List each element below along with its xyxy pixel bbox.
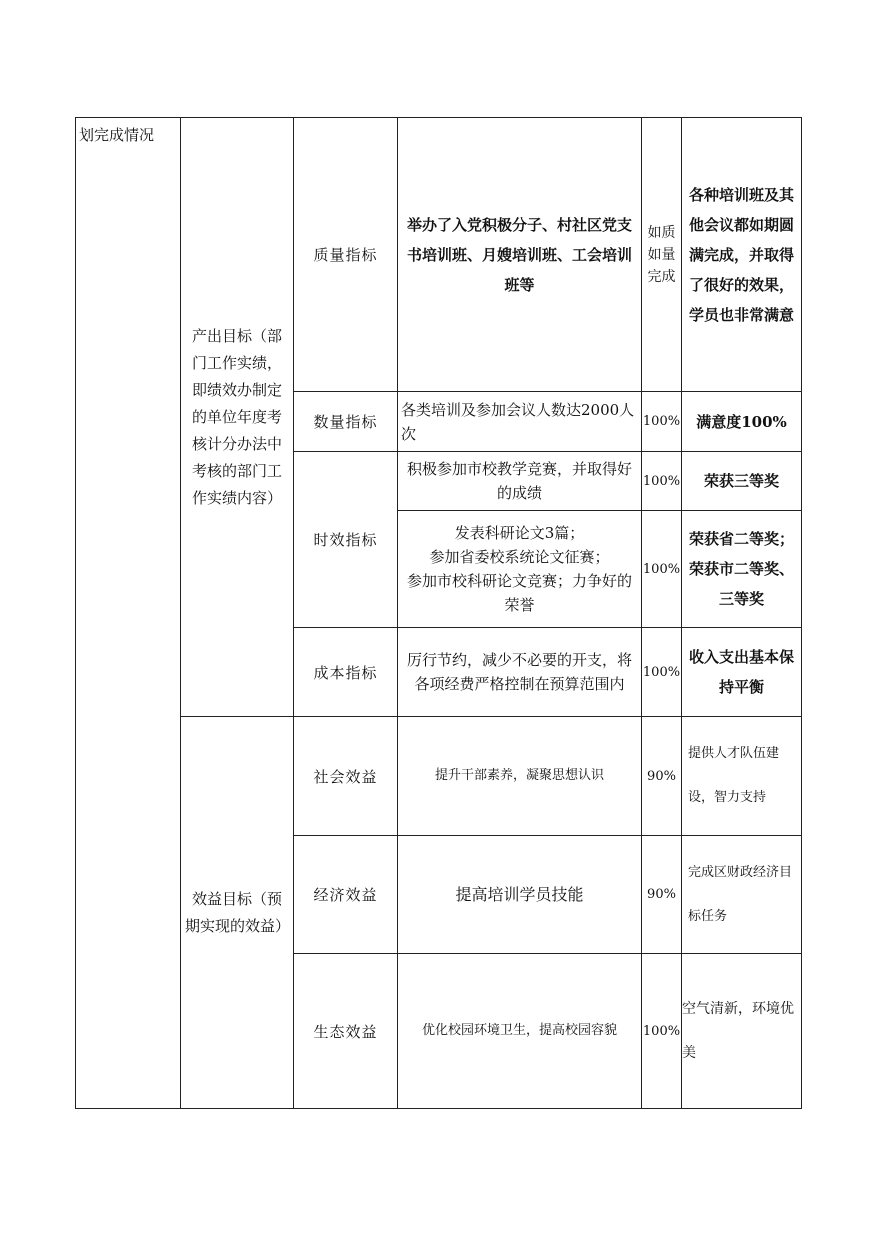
score-cost: 100% bbox=[642, 628, 682, 717]
score-social: 90% bbox=[642, 717, 682, 836]
indicator-quality: 质量指标 bbox=[294, 118, 398, 392]
table-row bbox=[76, 717, 802, 836]
table-row bbox=[76, 118, 802, 392]
result-timeliness-1: 荣获三等奖 bbox=[682, 452, 802, 511]
score-quality: 如质如量完成 bbox=[642, 118, 682, 392]
header-label-cell bbox=[76, 118, 181, 1109]
result-quantity: 满意度100% bbox=[682, 392, 802, 452]
content-cost: 厉行节约，减少不必要的开支，将各项经费严格控制在预算范围内 bbox=[398, 628, 642, 717]
score-ecological: 100% bbox=[642, 954, 682, 1109]
indicator-ecological: 生态效益 bbox=[294, 954, 398, 1109]
performance-table bbox=[75, 117, 802, 1109]
result-line: 荣获省二等奖； bbox=[688, 530, 794, 548]
result-cost: 收入支出基本保持平衡 bbox=[682, 628, 802, 717]
indicator-quantity: 数量指标 bbox=[294, 392, 398, 452]
score-timeliness-2: 100% bbox=[642, 511, 682, 628]
score-timeliness-1: 100% bbox=[642, 452, 682, 511]
result-line: 荣获市二等奖、三等奖 bbox=[688, 560, 794, 608]
content-economic: 提高培训学员技能 bbox=[398, 836, 642, 954]
indicator-economic: 经济效益 bbox=[294, 836, 398, 954]
content-line: 参加省委校系统论文征赛； bbox=[429, 548, 610, 566]
output-goal-label: 产出目标（部门工作实绩，即绩效办制定的单位年度考核计分办法中考核的部门工作实绩内容） bbox=[181, 118, 294, 717]
content-timeliness-1: 积极参加市校教学竞赛，并取得好的成绩 bbox=[398, 452, 642, 511]
score-quantity: 100% bbox=[642, 392, 682, 452]
content-quality: 举办了入党积极分子、村社区党支书培训班、月嫂培训班、工会培训班等 bbox=[398, 118, 642, 392]
content-line: 参加市校科研论文竞赛；力争好的荣誉 bbox=[406, 572, 632, 614]
indicator-social: 社会效益 bbox=[294, 717, 398, 836]
content-timeliness-2 bbox=[398, 511, 642, 628]
indicator-cost: 成本指标 bbox=[294, 628, 398, 717]
content-social: 提升干部素养，凝聚思想认识 bbox=[398, 717, 642, 836]
indicator-timeliness: 时效指标 bbox=[294, 452, 398, 628]
score-economic: 90% bbox=[642, 836, 682, 954]
content-ecological: 优化校园环境卫生，提高校园容貌 bbox=[398, 954, 642, 1109]
header-label: 划完成情况 bbox=[79, 126, 155, 144]
benefit-goal-label: 效益目标（预期实现的效益） bbox=[181, 717, 294, 1109]
content-line: 发表科研论文3篇； bbox=[454, 524, 585, 542]
performance-table-sheet bbox=[75, 117, 801, 1108]
content-quantity: 各类培训及参加会议人数达2000人次 bbox=[398, 392, 642, 452]
result-timeliness-2 bbox=[682, 511, 802, 628]
result-social: 提供人才队伍建设，智力支持 bbox=[682, 717, 802, 836]
result-ecological: 空气清新，环境优美 bbox=[682, 954, 802, 1109]
result-quality: 各种培训班及其他会议都如期圆满完成，并取得了很好的效果，学员也非常满意 bbox=[682, 118, 802, 392]
result-economic: 完成区财政经济目标任务 bbox=[682, 836, 802, 954]
